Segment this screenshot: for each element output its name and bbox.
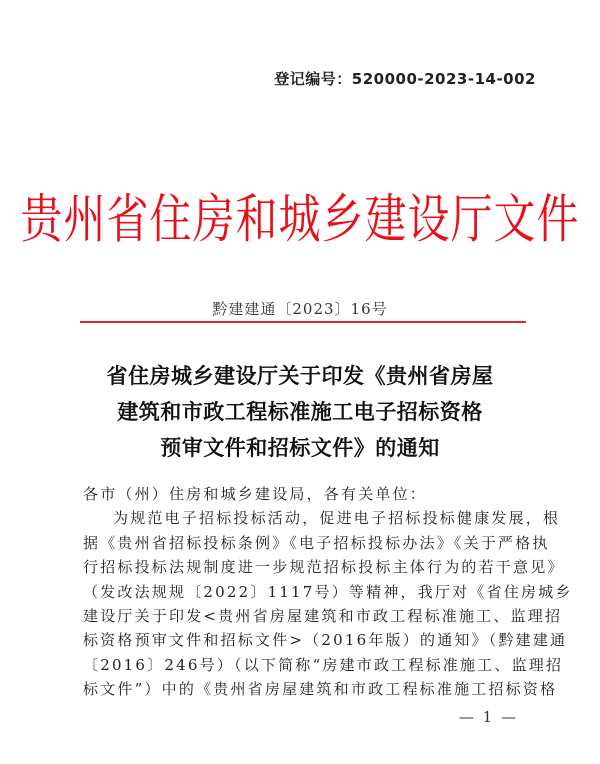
body-line: 建设厅关于印发<贵州省房屋建筑和市政工程标准施工、监理招 — [83, 607, 563, 626]
registration-label: 登记编号： — [274, 70, 352, 88]
issuing-authority-header: 贵州省住房和城乡建设厅文件 — [20, 188, 580, 250]
body-line: （发改法规规〔2022〕1117号）等精神，我厅对《省住房城乡 — [83, 582, 573, 601]
notice-title-line: 省住房城乡建设厅关于印发《贵州省房屋 — [106, 364, 494, 388]
notice-title-line: 建筑和市政工程标准施工电子招标资格 — [117, 400, 483, 424]
notice-title — [0, 358, 600, 466]
red-divider-line — [80, 321, 526, 323]
body-line: 为规范电子招标投标活动，促进电子招标投标健康发展，根 — [113, 509, 561, 528]
body-line: 行招标投标法规制度进一步规范招标投标主体行为的若干意见》 — [83, 558, 565, 577]
salutation: 各市（州）住房和城乡建设局，各有关单位： — [83, 485, 428, 503]
document-number: 黔建建通〔2023〕16号 — [212, 300, 388, 318]
body-line: 标文件”）中的《贵州省房屋建筑和市政工程标准施工招标资格 — [83, 680, 558, 699]
body-line: 〔2016〕246号）（以下简称“房建市政工程标准施工、监理招 — [83, 655, 564, 674]
notice-title-line: 预审文件和招标文件》的通知 — [160, 436, 440, 460]
registration-value: 520000-2023-14-002 — [351, 70, 536, 88]
document-body — [83, 482, 573, 702]
registration-number — [274, 68, 536, 89]
body-line: 标资格预审文件和招标文件>（2016年版）的通知》（黔建建通 — [83, 631, 568, 650]
page-number: — 1 — — [458, 708, 518, 726]
body-line: 据《贵州省招标投标条例》《电子招标投标办法》《关于严格执 — [83, 533, 550, 552]
